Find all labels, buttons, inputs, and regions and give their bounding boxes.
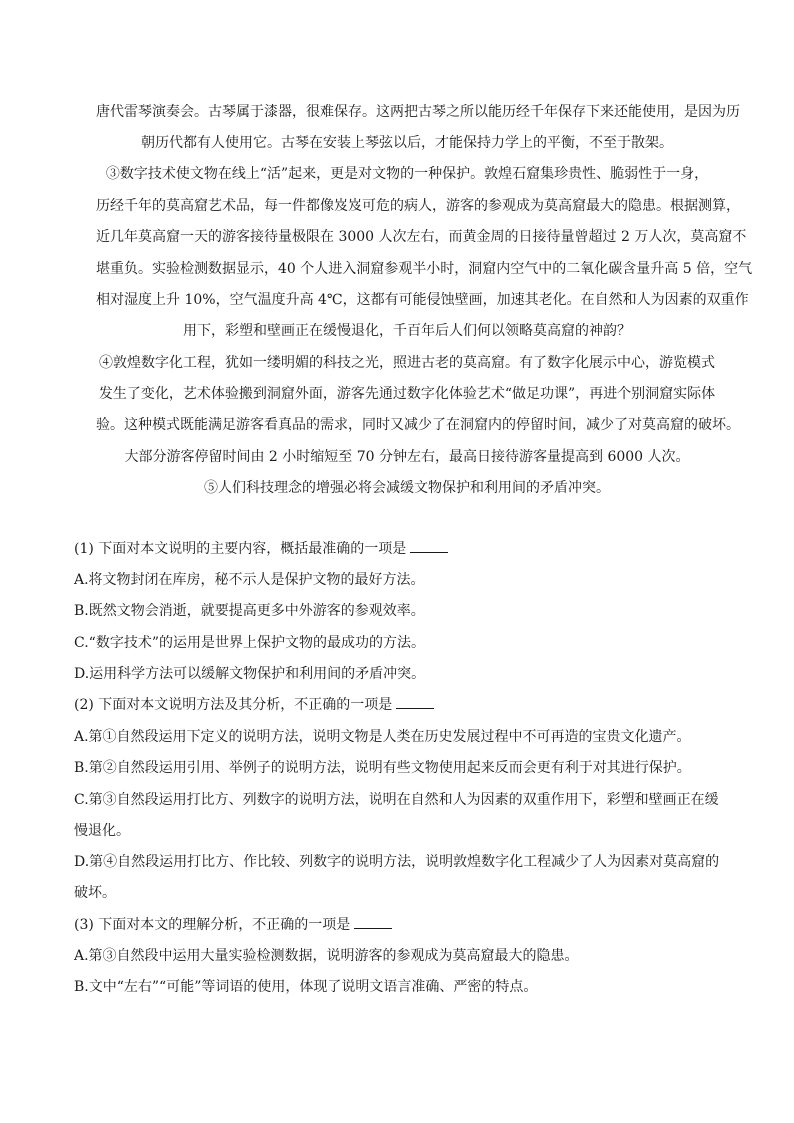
option-line: B.第②自然段运用引用、举例子的说明方法，说明有些文物使用起来反而会更有利于对其进行保护。 [74,760,691,776]
option-line: A.第③自然段中运用大量实验检测数据，说明游客的参观成为莫高窟最大的隐患。 [74,948,579,964]
passage-line: ④敦煌数字化工程，犹如一缕明媚的科技之光，照进古老的莫高窟。有了数字化展示中心，游览模式 [99,355,715,371]
passage-line: 朝历代都有人使用它。古琴在安装上琴弦以后，才能保持力学上的平衡，不至于散架。 [141,135,673,151]
option-line: B.既然文物会消逝，就要提高更多中外游客的参观效率。 [74,603,425,619]
question-text: (2) 下面对本文说明方法及其分析，不正确的一项是 [74,697,393,713]
passage-line: 发生了变化，艺术体验搬到洞窟外面，游客先通过数字化体验艺术“做足功课”，再进个别洞窟实际体 [98,386,716,402]
answer-blank [354,916,392,929]
option-line: C.“数字技术”的运用是世界上保护文物的最成功的方法。 [74,635,425,651]
passage-line: 用下，彩塑和壁画正在缓慢退化，千百年后人们何以领略莫高窟的神韵？ [183,323,631,339]
option-line: A.第①自然段运用下定义的说明方法，说明文物是人类在历史发展过程中不可再造的宝贵文化遗产。 [74,729,691,745]
question-1-stem [74,539,734,559]
option-line: 慢退化。 [74,823,130,839]
passage-line: 大部分游客停留时间由 2 小时缩短至 70 分钟左右，最高日接待游客量提高到 6000 人次。 [124,449,690,465]
answer-blank [410,540,448,553]
passage-line: ⑤人们科技理念的增强必将会减缓文物保护和利用间的矛盾冲突。 [204,480,610,496]
question-2-stem [74,695,734,715]
option-line: D.第④自然段运用打比方、作比较、列数字的说明方法，说明敦煌数字化工程减少了人为因素对莫高窟的 [74,854,720,870]
answer-blank [396,696,434,709]
option-line: B.文中“左右”“可能”等词语的使用，体现了说明文语言准确、严密的特点。 [74,979,538,995]
option-line: D.运用科学方法可以缓解文物保护和利用间的矛盾冲突。 [74,666,426,682]
passage-line: 近几年莫高窟一天的游客接待量极限在 3000 人次左右，而黄金周的日接待量曾超过 2 万人次，莫高窟不 [96,229,747,245]
passage-line: ③数字技术使文物在线上“活”起来，更是对文物的一种保护。敦煌石窟集珍贵性、脆弱性于一身， [105,166,709,182]
passage-line: 历经千年的莫高窟艺术品，每一件都像岌岌可危的病人，游客的参观成为莫高窟最大的隐患。根据测算， [96,198,740,214]
question-3-stem [74,915,734,935]
question-text: (3) 下面对本文的理解分析，不正确的一项是 [74,917,351,933]
passage-line: 堪重负。实验检测数据显示，40 个人进入洞窟参观半小时，洞窟内空气中的二氧化碳含量升高 5 倍，空气 [96,261,753,277]
option-line: C.第③自然段运用打比方、列数字的说明方法，说明在自然和人为因素的双重作用下，彩塑和壁画正在缓 [74,792,719,808]
passage-line: 相对湿度上升 10%，空气温度升高 4℃，这都有可能侵蚀壁画，加速其老化。在自然和人为因素的双重作 [96,292,749,308]
passage-line: 唐代雷琴演奏会。古琴属于漆器，很难保存。这两把古琴之所以能历经千年保存下来还能使用，是因为历 [96,104,740,120]
option-line: A.将文物封闭在库房，秘不示人是保护文物的最好方法。 [74,572,425,588]
option-line: 破坏。 [74,885,116,901]
passage-line: 验。这种模式既能满足游客看真品的需求，同时又减少了在洞窟内的停留时间，减少了对莫高窟的破坏。 [96,417,740,433]
question-text: (1) 下面对本文说明的主要内容，概括最准确的一项是 [74,541,407,557]
